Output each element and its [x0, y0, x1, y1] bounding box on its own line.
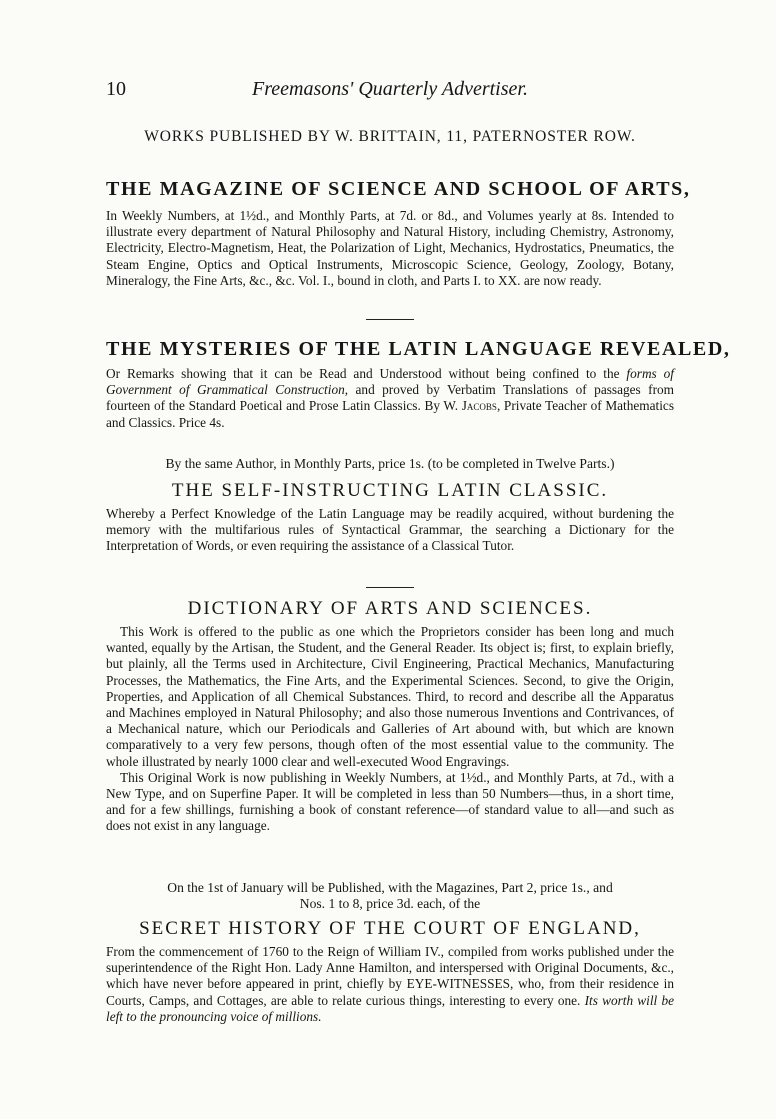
latin-text-mid: , and proved by Verbatim Translations of passages from fourteen of the Standard Poetical and Prose Latin Classics. By W.	[106, 382, 674, 414]
page-header	[106, 78, 674, 104]
classic-intro: By the same Author, in Monthly Parts, price 1s. (to be completed in Twelve Parts.)	[165, 456, 615, 471]
classic-title: THE SELF-INSTRUCTING LATIN CLASSIC.	[171, 480, 609, 501]
secret-history-intro-1: On the 1st of January will be Published, with the Magazines, Part 2, price 1s., and	[167, 880, 613, 895]
running-title: Freemasons' Quarterly Advertiser.	[252, 78, 528, 100]
dictionary-para-2: This Original Work is now publishing in Weekly Numbers, at 1½d., and Monthly Parts, at 7d., with a New Type, and on Superfine Paper. It will be completed in less than 50 Numbers—thus, in a short time, and for a few shillings, furnishing a book of constant reference—of standard value to all—and such as does not exist in any language.	[106, 769, 674, 834]
magazine-title: THE MAGAZINE OF SCIENCE AND SCHOOL OF ARTS,	[106, 178, 691, 200]
latin-title: THE MYSTERIES OF THE LATIN LANGUAGE REVEALED,	[106, 338, 731, 360]
latin-text-italic: forms of Government of Grammatical Construction	[106, 366, 674, 398]
dictionary-body	[106, 624, 674, 835]
section-divider	[366, 587, 414, 588]
classic-text: Whereby a Perfect Knowledge of the Latin Language may be readily acquired, without burdening the memory with the multifarious rules of Syntactical Grammar, the searching a Dictionary for the Interpretation of Words, or even requiring the assistance of a Classical Tutor.	[106, 506, 674, 554]
magazine-body	[106, 208, 674, 289]
dictionary-para-1: This Work is offered to the public as one which the Proprietors consider has been long and much wanted, equally by the Artisan, the Student, and the General Reader. Its object is; first, to explain briefly, but plainly, all the Terms used in Architecture, Civil Engineering, Practical Mechanics, Manufacturing Processes, the Mathematics, the Fine Arts, and the Experimental Sciences. Second, to give the Origin, Properties, and Application of all Chemical Substances. Third, to record and describe all the Apparatus and Machines employed in Natural Philosophy; and also those numerous Inventions and Contrivances, of a Mechanical nature, which our Periodicals and Galleries of Art abound with, but which are known comparatively to a very few persons, though often of the most essential value to the community. The whole illustrated by nearly 1000 clear and well-executed Wood Engravings.	[106, 624, 674, 769]
classic-body	[106, 506, 674, 555]
secret-history-body	[106, 944, 674, 1025]
latin-author: Jacobs	[461, 398, 497, 414]
dictionary-title: DICTIONARY OF ARTS AND SCIENCES.	[187, 598, 593, 619]
latin-text-start: Or Remarks showing that it can be Read and Understood without being confined to the	[106, 366, 627, 381]
latin-text-end: , Private Teacher of Mathematics and Classics. Price 4s.	[106, 398, 674, 430]
secret-history-intro-2: Nos. 1 to 8, price 3d. each, of the	[299, 896, 481, 912]
secret-history-text: From the commencement of 1760 to the Reign of William IV., compiled from works published under the superintendence of the Right Hon. Lady Anne Hamilton, and interspersed with Original Documents, &c., which have never before appeared in print, chiefly by EYE-WITNESSES, who, from their residence in Courts, Camps, and Cottages, are able to relate curious things, interesting to every one.	[106, 944, 674, 1008]
page-number: 10	[106, 78, 126, 100]
magazine-text: In Weekly Numbers, at 1½d., and Monthly Parts, at 7d. or 8d., and Volumes yearly at 8s. Intended to illustrate every department of Natural Philosophy and Natural History, including Chemistry, Astronomy, Electricity, Electro-Magnetism, Heat, the Polarization of Light, Mechanics, Hydrostatics, Pneumatics, the Steam Engine, Optics and Optical Instruments, Microscopic Science, Geology, Zoology, Botany, Mineralogy, the Fine Arts, &c., &c. Vol. I., bound in cloth, and Parts I. to XX. are now ready.	[106, 208, 674, 288]
section-divider	[366, 319, 414, 320]
secret-history-intro	[106, 880, 674, 912]
secret-history-title: SECRET HISTORY OF THE COURT OF ENGLAND,	[139, 918, 641, 939]
latin-body	[106, 366, 674, 431]
secret-history-text-italic: Its worth will be left to the pronouncing voice of millions.	[106, 992, 674, 1024]
publisher-line: WORKS PUBLISHED BY W. BRITTAIN, 11, PATERNOSTER ROW.	[144, 128, 636, 145]
